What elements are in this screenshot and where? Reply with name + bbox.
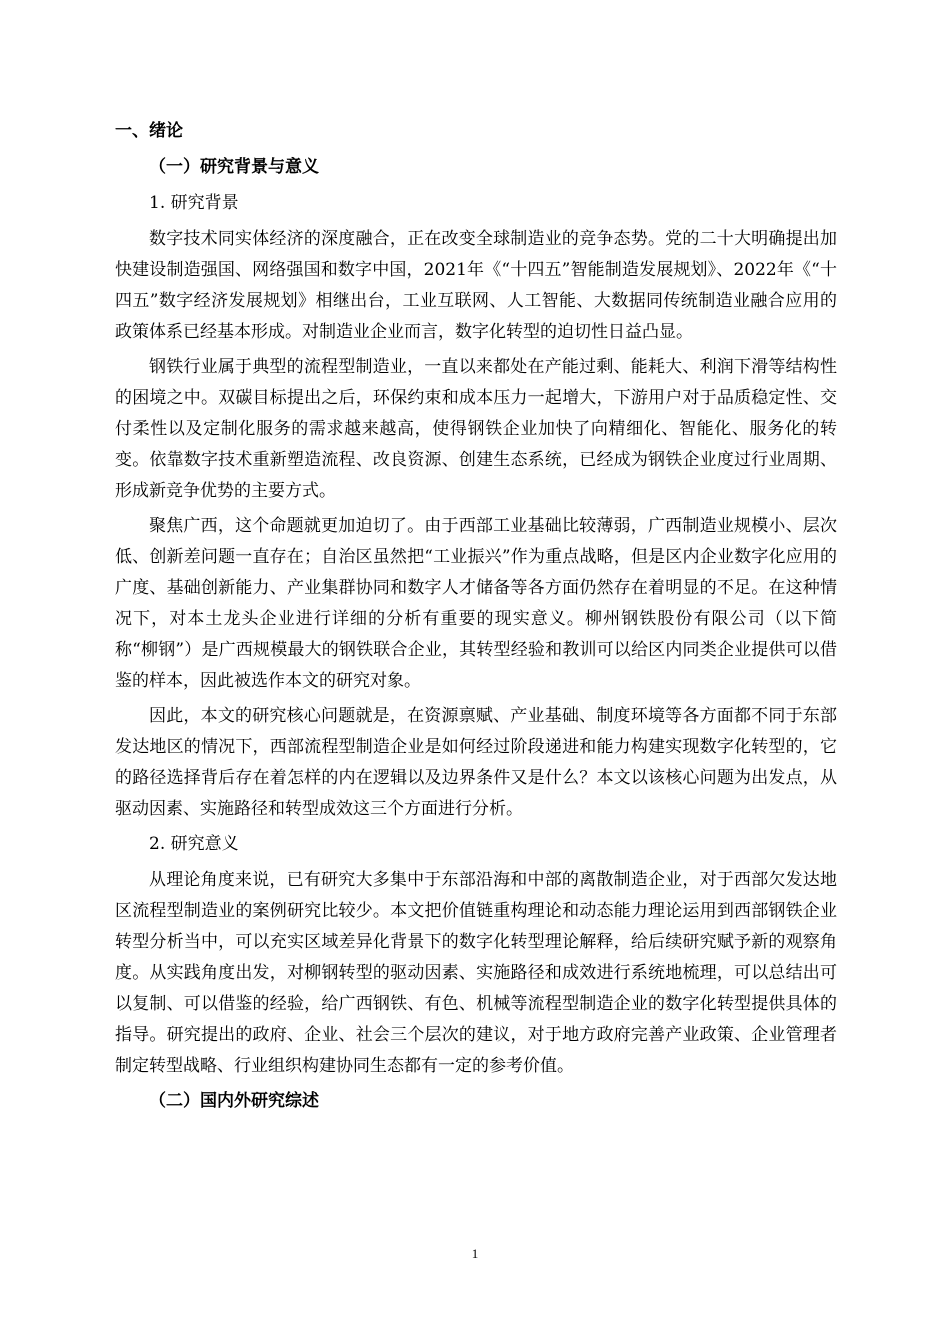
subsection-heading-significance: 2. 研究意义 [149, 834, 239, 854]
subsection-heading-background: 1. 研究背景 [149, 193, 239, 213]
paragraph-background-4: 因此，本文的研究核心问题就是，在资源禀赋、产业基础、制度环境等各方面都不同于东部发达地区的情况下，西部流程型制造企业是如何经过阶段递进和能力构建实现数字化转型的，它的路径选择背后存在着怎样的内在逻辑以及边界条件又是什么？本文以该核心问题为出发点，从驱动因素、实施路径和转型成效这三个方面进行分析。 [115, 706, 837, 819]
document-body [115, 116, 837, 1122]
paragraph-background-1: 数字技术同实体经济的深度融合，正在改变全球制造业的竞争态势。党的二十大明确提出加快建设制造强国、网络强国和数字中国，2021年《“十四五”智能制造发展规划》、2022年《“十四五”数字经济发展规划》相继出台，工业互联网、人工智能、大数据同传统制造业融合应用的政策体系已经基本形成。对制造业企业而言，数字化转型的迫切性日益凸显。 [115, 229, 837, 342]
paragraph-background-2: 钢铁行业属于典型的流程型制造业，一直以来都处在产能过剩、能耗大、利润下滑等结构性的困境之中。双碳目标提出之后，环保约束和成本压力一起增大，下游用户对于品质稳定性、交付柔性以及定制化服务的需求越来越高，使得钢铁企业加快了向精细化、智能化、服务化的转变。依靠数字技术重新塑造流程、改良资源、创建生态系统，已经成为钢铁企业度过行业周期、形成新竞争优势的主要方式。 [115, 357, 837, 501]
page-number: 1 [471, 1246, 479, 1261]
section-heading-literature-review: （二）国内外研究综述 [149, 1091, 319, 1111]
chapter-heading: 一、绪论 [115, 121, 183, 141]
paragraph-significance-1: 从理论角度来说，已有研究大多集中于东部沿海和中部的离散制造企业，对于西部欠发达地区流程型制造业的案例研究比较少。本文把价值链重构理论和动态能力理论运用到西部钢铁企业转型分析当中，可以充实区域差异化背景下的数字化转型理论解释，给后续研究赋予新的观察角度。从实践角度出发，对柳钢转型的驱动因素、实施路径和成效进行系统地梳理，可以总结出可以复制、可以借鉴的经验，给广西钢铁、有色、机械等流程型制造企业的数字化转型提供具体的指导。研究提出的政府、企业、社会三个层次的建议，对于地方政府完善产业政策、企业管理者制定转型战略、行业组织构建协同生态都有一定的参考价值。 [115, 870, 837, 1076]
section-heading-background: （一）研究背景与意义 [149, 157, 319, 177]
paragraph-background-3: 聚焦广西，这个命题就更加迫切了。由于西部工业基础比较薄弱，广西制造业规模小、层次低、创新差问题一直存在；自治区虽然把“工业振兴”作为重点战略，但是区内企业数字化应用的广度、基础创新能力、产业集群协同和数字人才储备等各方面仍然存在着明显的不足。在这种情况下，对本土龙头企业进行详细的分析有重要的现实意义。柳州钢铁股份有限公司（以下简称“柳钢”）是广西规模最大的钢铁联合企业，其转型经验和教训可以给区内同类企业提供可以借鉴的样本，因此被选作本文的研究对象。 [115, 516, 837, 691]
